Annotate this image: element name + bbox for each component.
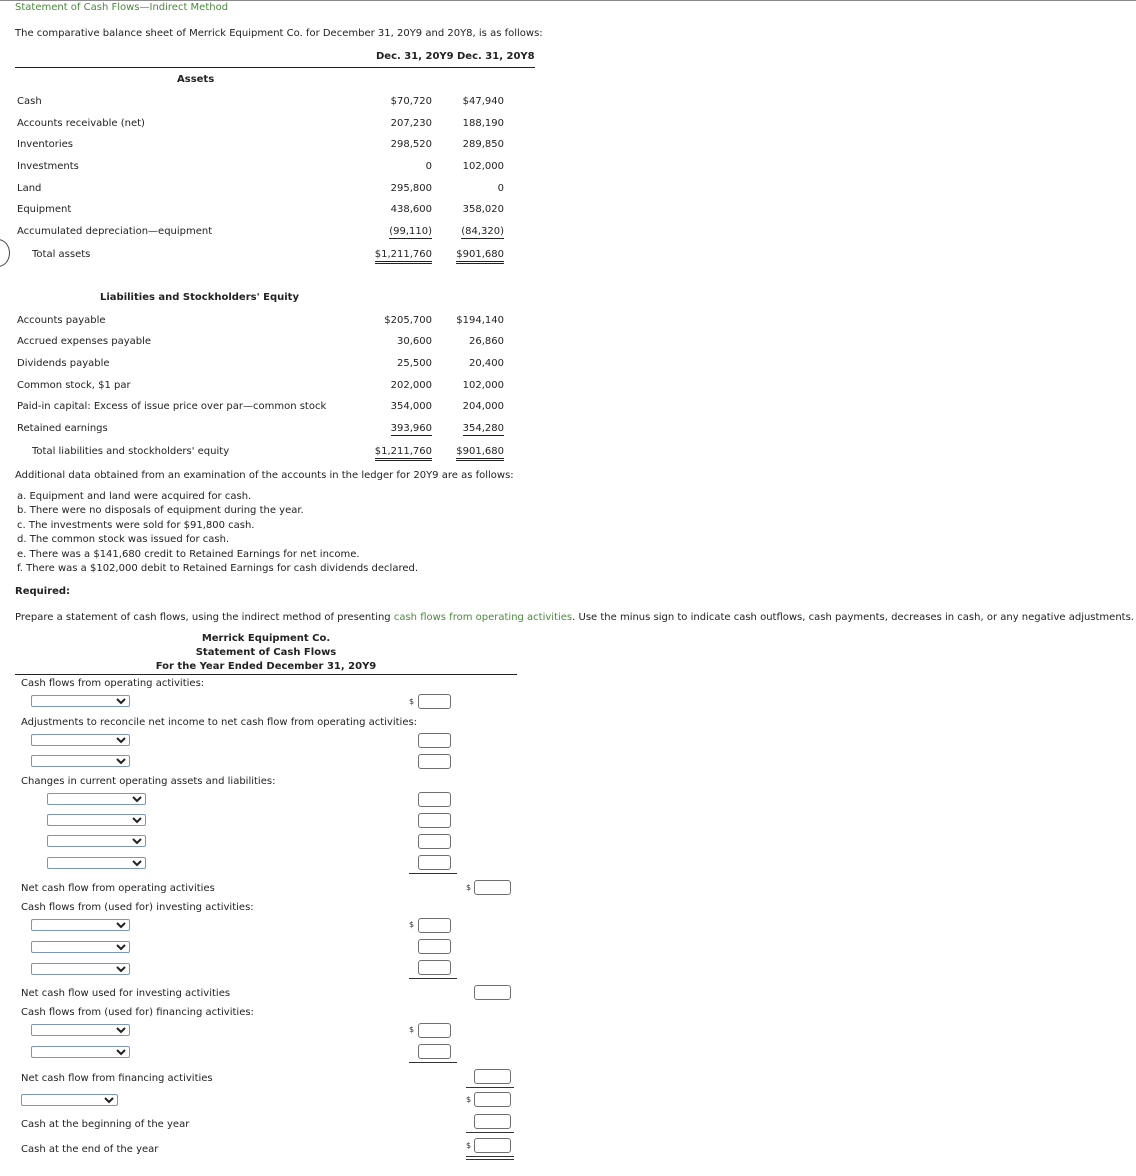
asset-value-20y8: (84,320) <box>461 226 504 237</box>
subtotal-rule <box>409 873 457 874</box>
liability-label: Dividends payable <box>17 358 110 369</box>
liability-value-20y8: 26,860 <box>469 336 504 347</box>
additional-item: f. There was a $102,000 debit to Retained Earnings for cash dividends declared. <box>17 563 419 574</box>
asset-value-20y9: 207,230 <box>390 118 432 129</box>
investing-select-3[interactable] <box>31 963 130 975</box>
adjustment-select-2[interactable] <box>31 755 130 767</box>
net-income-amount[interactable] <box>418 694 451 709</box>
total-liabilities-20y9: $1,211,760 <box>375 446 432 461</box>
change-amount-1[interactable] <box>418 792 451 807</box>
header-rule <box>15 67 535 68</box>
side-circle-icon <box>0 239 10 267</box>
statement-rule <box>15 674 517 675</box>
total-liabilities-label: Total liabilities and stockholders' equity <box>32 446 230 457</box>
dollar-sign: $ <box>409 697 415 706</box>
liability-value-20y9: 30,600 <box>397 336 432 347</box>
asset-value-20y8: 188,190 <box>462 118 504 129</box>
change-amount-2[interactable] <box>418 813 451 828</box>
change-select-4[interactable] <box>47 857 146 869</box>
liability-label: Accounts payable <box>17 315 106 326</box>
operating-heading: Cash flows from operating activities: <box>21 678 205 689</box>
additional-item: c. The investments were sold for $91,800 cash. <box>17 520 255 531</box>
investing-select-2[interactable] <box>31 941 130 953</box>
change-select-2[interactable] <box>47 814 146 826</box>
net-investing-amount[interactable] <box>474 985 511 1000</box>
col-header-20y8: Dec. 31, 20Y8 <box>457 51 535 62</box>
asset-label: Cash <box>17 96 42 107</box>
instructions <box>15 612 1134 623</box>
additional-item: a. Equipment and land were acquired for cash. <box>17 491 252 502</box>
asset-value-20y8: $47,940 <box>462 96 504 107</box>
liability-value-20y8: 20,400 <box>469 358 504 369</box>
investing-heading: Cash flows from (used for) investing activities: <box>21 902 254 913</box>
change-select-3[interactable] <box>47 835 146 847</box>
asset-value-20y9: 295,800 <box>390 183 432 194</box>
asset-value-20y8: 0 <box>497 183 504 194</box>
asset-value-20y9: (99,110) <box>389 226 432 237</box>
net-operating-amount[interactable] <box>474 880 511 895</box>
additional-item: e. There was a $141,680 credit to Retained Earnings for net income. <box>17 549 360 560</box>
liability-value-20y8: $194,140 <box>456 315 504 326</box>
subtotal-rule <box>466 1132 514 1133</box>
intro-text: The comparative balance sheet of Merrick Equipment Co. for December 31, 20Y9 and 20Y8, is as follows: <box>15 28 543 39</box>
changes-heading: Changes in current operating assets and liabilities: <box>21 776 276 787</box>
financing-select-2[interactable] <box>31 1046 130 1058</box>
subtotal-rule <box>409 978 457 979</box>
statement-period: For the Year Ended December 31, 20Y9 <box>155 661 377 672</box>
dollar-sign: $ <box>466 1095 472 1104</box>
total-assets-20y9: $1,211,760 <box>375 249 432 264</box>
asset-value-20y9: 438,600 <box>390 204 432 215</box>
liability-label: Retained earnings <box>17 423 108 434</box>
net-operating-label: Net cash flow from operating activities <box>21 883 215 894</box>
liability-label: Accrued expenses payable <box>17 336 152 347</box>
asset-value-20y9: 298,520 <box>390 139 432 150</box>
investing-amount-1[interactable] <box>418 918 451 933</box>
liability-value-20y9: $205,700 <box>384 315 432 326</box>
financing-heading: Cash flows from (used for) financing activities: <box>21 1007 254 1018</box>
additional-intro: Additional data obtained from an examination of the accounts in the ledger for 20Y9 are as follows: <box>15 470 514 481</box>
additional-item: d. The common stock was issued for cash. <box>17 534 230 545</box>
asset-value-20y8: 102,000 <box>462 161 504 172</box>
asset-value-20y8: 358,020 <box>462 204 504 215</box>
cash-end-amount[interactable] <box>474 1138 511 1153</box>
asset-label: Investments <box>17 161 79 172</box>
asset-label: Inventories <box>17 139 73 150</box>
statement-title: Statement of Cash Flows <box>195 647 337 658</box>
asset-label: Accumulated depreciation—equipment <box>17 226 213 237</box>
adjustments-heading: Adjustments to reconcile net income to net cash flow from operating activities: <box>21 717 418 728</box>
cash-end-label: Cash at the end of the year <box>21 1144 159 1155</box>
adjustment-amount-2[interactable] <box>418 754 451 769</box>
liability-value-20y9: 354,000 <box>390 401 432 412</box>
instructions-post: . Use the minus sign to indicate cash outflows, cash payments, decreases in cash, or any negative adjustments. <box>572 612 1134 623</box>
adjustment-amount-1[interactable] <box>418 733 451 748</box>
financing-select-1[interactable] <box>31 1024 130 1036</box>
liabilities-heading: Liabilities and Stockholders' Equity <box>100 292 299 303</box>
investing-amount-2[interactable] <box>418 939 451 954</box>
investing-amount-3[interactable] <box>418 960 451 975</box>
change-amount-3[interactable] <box>418 834 451 849</box>
statement-company: Merrick Equipment Co. <box>201 633 331 644</box>
total-assets-20y8: $901,680 <box>456 249 504 264</box>
subtotal-rule <box>409 1062 457 1063</box>
required-label: Required: <box>15 586 71 597</box>
liability-value-20y9: 25,500 <box>397 358 432 369</box>
asset-value-20y9: $70,720 <box>390 96 432 107</box>
net-income-select[interactable] <box>31 695 130 707</box>
instructions-pre: Prepare a statement of cash flows, using the indirect method of presenting <box>15 612 394 623</box>
asset-label: Accounts receivable (net) <box>17 118 145 129</box>
change-amount-4[interactable] <box>418 855 451 870</box>
top-border <box>0 0 1136 1</box>
liability-label: Paid-in capital: Excess of issue price over par—common stock <box>17 401 327 412</box>
net-change-amount[interactable] <box>474 1092 511 1107</box>
asset-label: Equipment <box>17 204 72 215</box>
dollar-sign: $ <box>466 883 472 892</box>
dollar-sign: $ <box>409 1025 415 1034</box>
net-financing-amount[interactable] <box>474 1069 511 1084</box>
total-assets-label: Total assets <box>32 249 91 260</box>
liability-value-20y9: 393,960 <box>390 423 432 434</box>
asset-label: Land <box>17 183 42 194</box>
total-rule-double <box>466 1159 514 1160</box>
cash-beginning-amount[interactable] <box>474 1114 511 1129</box>
page-title: Statement of Cash Flows—Indirect Method <box>15 2 229 13</box>
net-change-select[interactable] <box>21 1094 118 1106</box>
total-rule <box>466 1156 514 1157</box>
cash-beginning-label: Cash at the beginning of the year <box>21 1119 190 1130</box>
col-header-20y9: Dec. 31, 20Y9 <box>376 51 454 62</box>
financing-amount-2[interactable] <box>418 1044 451 1059</box>
dollar-sign: $ <box>409 920 415 929</box>
liability-value-20y8: 204,000 <box>462 401 504 412</box>
financing-amount-1[interactable] <box>418 1023 451 1038</box>
total-liabilities-20y8: $901,680 <box>456 446 504 461</box>
cash-flows-link[interactable]: cash flows from operating activities <box>393 612 573 623</box>
change-select-1[interactable] <box>47 793 146 805</box>
net-financing-label: Net cash flow from financing activities <box>21 1073 213 1084</box>
asset-value-20y9: 0 <box>425 161 432 172</box>
dollar-sign: $ <box>466 1141 472 1150</box>
investing-select-1[interactable] <box>31 919 130 931</box>
adjustment-select-1[interactable] <box>31 734 130 746</box>
assets-heading: Assets <box>177 74 215 85</box>
liability-label: Common stock, $1 par <box>17 380 131 391</box>
subtotal-rule <box>466 1087 514 1088</box>
asset-value-20y8: 289,850 <box>462 139 504 150</box>
liability-value-20y9: 202,000 <box>390 380 432 391</box>
liability-value-20y8: 102,000 <box>462 380 504 391</box>
additional-item: b. There were no disposals of equipment during the year. <box>17 505 304 516</box>
net-investing-label: Net cash flow used for investing activities <box>21 988 231 999</box>
liability-value-20y8: 354,280 <box>462 423 504 434</box>
